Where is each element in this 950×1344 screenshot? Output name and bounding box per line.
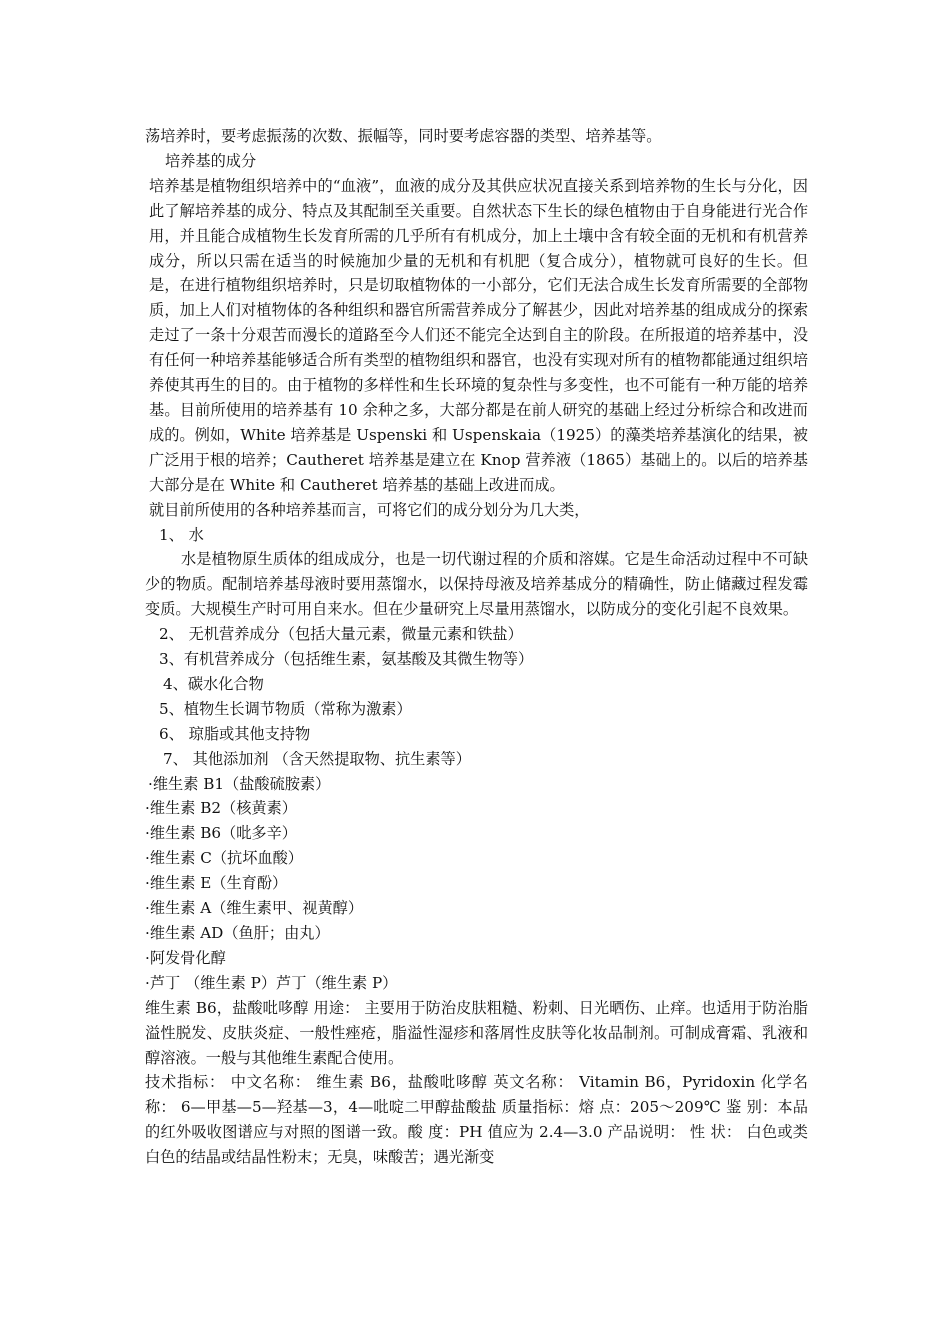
main-paragraph: 培养基是植物组织培养中的“血液”，血液的成分及其供应状况直接关系到培养物的生长与分化，因此了解培养基的成分、特点及其配制至关重要。自然状态下生长的绿色植物由于自身能进行光合作用，并且能合成植物生长发育所需的几乎所有有机成分，加上土壤中含有较全面的无机和有机营养成分，所以只需在适当的时候施加少量的无机和有机肥（复合成分），植物就可良好的生长。但是，在进行植物组织培养时，只是切取植物体的一小部分，它们无法合成生长发育所需要的全部物质，加上人们对植物体的各种组织和器官所需营养成分了解甚少，因此对培养基的组成成分的探索走过了一条十分艰苦而漫长的道路至今人们还不能完全达到自主的阶段。在所报道的培养基中，没有任何一种培养基能够适合所有类型的植物组织和器官，也没有实现对所有的植物都能通过组织培养使其再生的目的。由于植物的多样性和生长环境的复杂性与多变性，也不可能有一种万能的培养基。目前所使用的培养基有 10 余种之多，大部分都是在前人研究的基础上经过分析综合和改进而成的。例如，White 培养基是 Uspenski 和 Uspenskaia（1925）的藻类培养基演化的结果，被广泛用于根的培养；Cautheret 培养基是建立在 Knop 营养液（1865）基础上的。以后的培养基大部分是在 White 和 Cautheret 培养基的基础上改进而成。 [149,176,808,494]
vitamin-list-item: ·维生素 AD（鱼肝；由丸） [145,924,330,942]
list-item-regulator: 5、植物生长调节物质（常称为激素） [159,699,412,718]
list-item-water: 1、 水 [159,525,204,544]
section-heading-components: 培养基的成分 [165,151,257,170]
vitamin-list-item: ·维生素 B6（吡多辛） [145,824,297,843]
classification-paragraph: 就目前所使用的各种培养基而言，可将它们的成分划分为几大类， [149,500,590,519]
vitamin-list-item: ·维生素 B1（盐酸硫胺素） [148,774,331,793]
vitamin-list-item: ·维生素 A（维生素甲、视黄醇） [145,899,364,918]
technical-spec-paragraph: 技术指标： 中文名称： 维生素 B6，盐酸吡哆醇 英文名称： Vitamin B6，Pyridoxin 化学名称： 6—甲基—5—羟基—3，4—吡啶二甲醇盐酸盐 质量指标：熔 点：205～209℃ 鉴 别：本品的红外吸收图谱应与对照的图谱一致。酸 度：PH 值应为 2.4—3.0 产品说明： 性 状： 白色或类白色的结晶或结晶性粉末；无臭，味酸苦；遇光渐变 [145,1073,808,1167]
document-body [145,124,808,1170]
list-item-inorganic: 2、 无机营养成分（包括大量元素，微量元素和铁盐） [159,625,523,644]
list-item-carbohydrate: 4、碳水化合物 [163,674,264,693]
b6-usage-paragraph: 维生素 B6，盐酸吡哆醇 用途： 主要用于防治皮肤粗糙、粉刺、日光晒伤、止痒。也适用于防治脂溢性脱发、皮肤炎症、一般性痤疮，脂溢性湿疹和落屑性皮肤等化妆品制剂。可制成膏霜、乳液和醇溶液。一般与其他维生素配合使用。 [145,998,808,1067]
vitamin-list-item: ·维生素 E（生育酚） [145,874,288,893]
vitamin-list-item: ·维生素 B2（核黄素） [145,799,297,818]
vitamin-list-item: ·阿发骨化醇 [145,948,226,967]
water-paragraph: 水是植物原生质体的组成成分，也是一切代谢过程的介质和溶媒。它是生命活动过程中不可缺少的物质。配制培养基母液时要用蒸馏水，以保持母液及培养基成分的精确性，防止储藏过程发霉变质。大规模生产时可用自来水。但在少量研究上尽量用蒸馏水，以防成分的变化引起不良效果。 [145,550,808,619]
vitamin-list-item: ·芦丁 （维生素 P）芦丁（维生素 P） [145,973,398,992]
intro-paragraph: 荡培养时，要考虑振荡的次数、振幅等，同时要考虑容器的类型、培养基等。 [145,127,662,145]
vitamin-list-item: ·维生素 C（抗坏血酸） [145,849,303,868]
list-item-organic: 3、有机营养成分（包括维生素，氨基酸及其微生物等） [159,650,534,669]
list-item-agar: 6、 琼脂或其他支持物 [159,724,311,743]
list-item-additives: 7、 其他添加剂 （含天然提取物、抗生素等） [163,749,471,768]
